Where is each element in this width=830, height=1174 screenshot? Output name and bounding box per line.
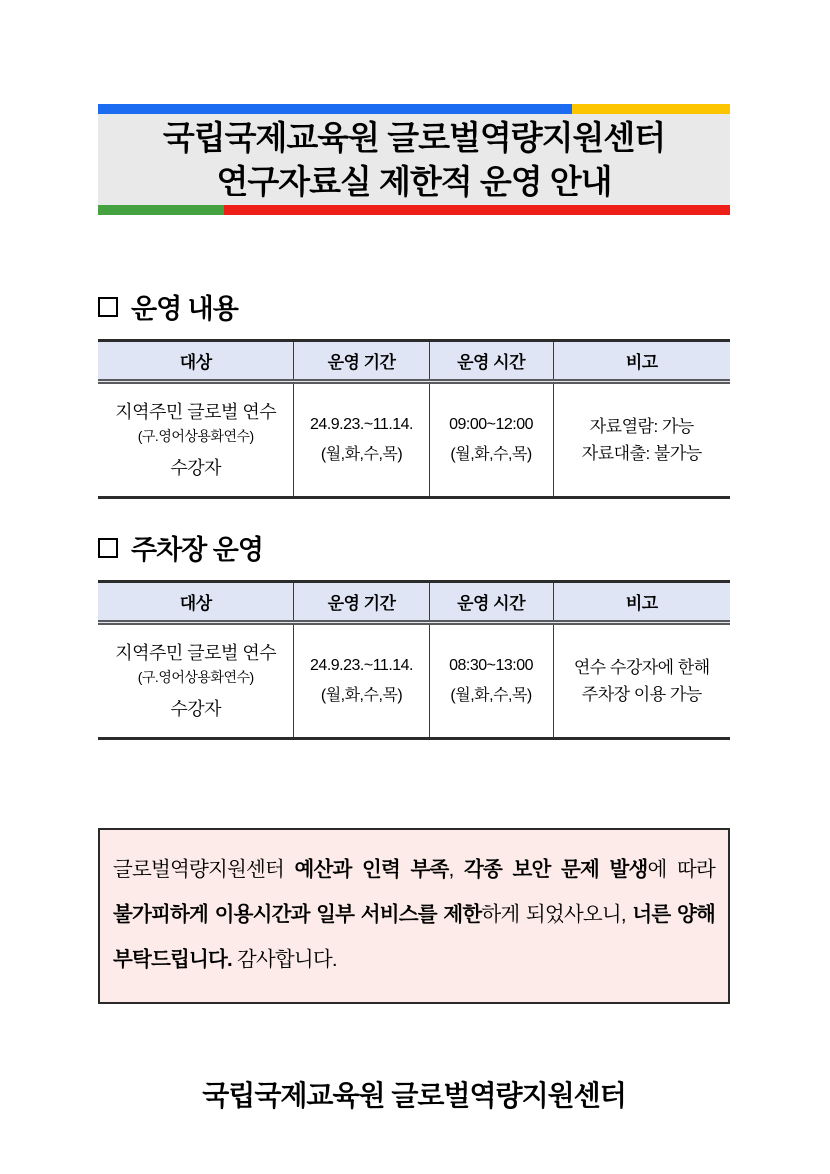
table-row: [98, 623, 730, 739]
operation-table: [98, 339, 730, 499]
period-days: (월,화,수,목): [320, 446, 403, 463]
time-days: (월,화,수,목): [450, 687, 532, 704]
notice-text-segment: 각종 보안 문제 발생: [463, 858, 648, 881]
note-line: 주차장 이용 가능: [581, 685, 702, 704]
yellow-bar-segment: [572, 104, 730, 114]
notice-text-segment: 예산과 인력 부족: [294, 858, 449, 881]
document-content: [98, 104, 730, 1114]
note-cell: [553, 382, 730, 498]
note-line: 자료열람: 가능: [589, 417, 694, 436]
time-cell: [429, 382, 553, 498]
notice-text-segment: 감사합니다.: [231, 948, 337, 971]
banner-top-bar: [98, 104, 730, 114]
notice-text-segment: 글로벌역량지원센터: [113, 858, 295, 881]
header-cell-target: 대상: [98, 582, 294, 623]
target-line: 지역주민 글로벌 연수: [115, 642, 277, 663]
notice-banner: [98, 104, 730, 215]
header-cell-note: 비고: [553, 341, 730, 382]
table-row: [98, 382, 730, 498]
notice-text-segment: ,: [448, 858, 464, 881]
note-cell: [553, 623, 730, 739]
section-heading-parking: [98, 528, 730, 567]
notice-text-segment: 불가피하게 이용시간과 일부 서비스를 제한: [113, 903, 482, 926]
header-cell-note: 비고: [553, 582, 730, 623]
notice-title-line2: 연구자료실 제한적 운영 안내: [216, 162, 612, 200]
banner-title-panel: [98, 114, 730, 205]
time-hours: 08:30~13:00: [449, 657, 534, 674]
header-cell-time: 운영 시간: [429, 341, 553, 382]
blue-bar-segment: [98, 104, 572, 114]
square-bullet-icon: [98, 297, 118, 317]
red-bar-segment: [224, 205, 730, 215]
header-cell-target: 대상: [98, 341, 294, 382]
header-cell-time: 운영 시간: [429, 582, 553, 623]
notice-text-segment: 너른 양해 부탁드립니다.: [113, 903, 715, 971]
banner-bottom-bar: [98, 205, 730, 215]
target-cell: [98, 623, 294, 739]
notice-text-segment: 에 따라: [647, 858, 716, 881]
apology-notice-box: [98, 828, 730, 1004]
target-former-name: (구.영어상용화연수): [137, 668, 254, 685]
square-bullet-icon: [98, 538, 118, 558]
target-line: 지역주민 글로벌 연수: [115, 401, 277, 422]
time-cell: [429, 623, 553, 739]
parking-table: [98, 580, 730, 740]
target-line: 수강자: [170, 698, 222, 719]
period-cell: [294, 382, 429, 498]
time-hours: 09:00~12:00: [449, 416, 534, 433]
note-line: 자료대출: 불가능: [581, 444, 702, 463]
note-line: 연수 수강자에 한해: [573, 658, 710, 677]
header-cell-period: 운영 기간: [294, 582, 429, 623]
target-former-name: (구.영어상용화연수): [137, 427, 254, 444]
table-header-row: [98, 341, 730, 382]
period-cell: [294, 623, 429, 739]
green-bar-segment: [98, 205, 224, 215]
target-cell: [98, 382, 294, 498]
target-line: 수강자: [170, 457, 222, 478]
time-days: (월,화,수,목): [450, 446, 532, 463]
section-title: 주차장 운영: [131, 535, 263, 565]
period-days: (월,화,수,목): [320, 687, 403, 704]
period-dates: 24.9.23.~11.14.: [310, 416, 413, 433]
section-title: 운영 내용: [131, 294, 238, 324]
section-heading-operation: [98, 287, 730, 326]
notice-title-line1: 국립국제교육원 글로벌역량지원센터: [162, 118, 666, 156]
notice-text-segment: 하게 되었사오니,: [481, 903, 633, 926]
footer-organization-name: 국립국제교육원 글로벌역량지원센터: [202, 1080, 626, 1111]
period-dates: 24.9.23.~11.14.: [310, 657, 413, 674]
table-header-row: [98, 582, 730, 623]
header-cell-period: 운영 기간: [294, 341, 429, 382]
